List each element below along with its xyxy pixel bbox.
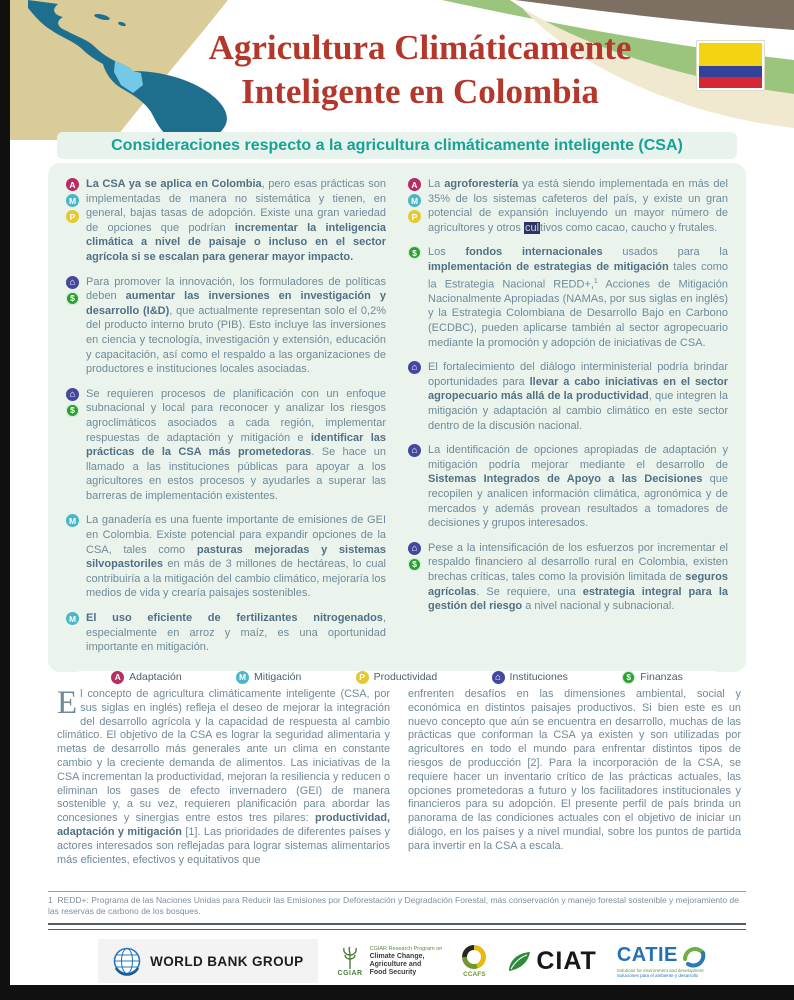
partner-logos (10, 938, 794, 984)
ccafs-ring-icon (462, 945, 486, 969)
csa-point (66, 275, 386, 377)
point-text: Los fondos internacionales usados para la implementación de estrategias de mitigación tales como la Estrategia Nacional REDD+,$^1$ Acciones de Mitigación Nacionalmente Apropiadas (NAMAs, por sus siglas en inglés) y la Estrategia Colombiana de Desarrollo Bajo en Carbono (ECDBC), pueden aplicarse también al sector agropecuario mediante la promoción y adopción de iniciativas de CSA. (428, 246, 729, 349)
scan-edge-bottom (0, 985, 794, 1000)
finance-icon: $ (408, 558, 421, 571)
point-text: Para promover la innovación, los formuladores de políticas deben aumentar las inversiones en investigación y desarrollo (I&D), que actualmente representan solo el 0,2% del producto interno bruto (PIB). Esto incluye las inversiones en ciencia y tecnología, investigación y extensión, educación y capacitación, así como el respaldo a las organizaciones de productores e instituciones locales asociadas. (86, 275, 386, 376)
program-line: Agriculture and (369, 961, 422, 968)
page-title (120, 26, 720, 114)
point-icons (66, 275, 80, 377)
mitigation-icon: M (236, 671, 249, 684)
institutions-icon: ⌂ (66, 276, 79, 289)
adaptation-icon: A (111, 671, 124, 684)
cgiar-ccafs-logo (338, 945, 443, 977)
legend-label: Mitigación (254, 671, 302, 684)
legend-label: Productividad (373, 671, 438, 684)
dropcap: E (57, 685, 78, 721)
legend-item-adaptacion (111, 671, 182, 684)
world-bank-globe-icon (112, 946, 142, 976)
world-bank-label: WORLD BANK GROUP (150, 953, 304, 969)
flag-red-stripe (699, 77, 762, 88)
considerations-box (48, 163, 746, 684)
point-text: La ganadería es una fuente importante de emisiones de GEI en Colombia. Existe potencial para expandir opciones de la CSA, tales como pasturas mejoradas y sistemas silvopastoriles en más de 3 millones de hectáreas, lo cual contribuiría a la mitigación del cambio climático, mejoraría los medios de vida y crearía paisajes sostenibles. (86, 514, 386, 600)
institutions-icon: ⌂ (408, 361, 421, 374)
adaptation-icon: A (66, 178, 79, 191)
point-text: Se requieren procesos de planificación con un enfoque subnacional y local para reconocer y analizar los riesgos agroclimáticos asociados a cada región, implementar respuestas de adaptación y mitigación e identificar las prácticas de la CSA más prometedoras. Se hace un llamado a las instituciones públicas para apoyar a los agricultores en estos procesos y ayudarles a superar las barreras de implementación existentes. (86, 387, 387, 502)
productivity-icon: P (66, 210, 79, 223)
ciat-leaf-icon (506, 948, 532, 974)
ccafs-logo (462, 945, 486, 978)
footnote (48, 891, 746, 917)
point-icons (66, 611, 80, 655)
section-header: Consideraciones respecto a la agricultura climáticamente inteligente (CSA) (57, 132, 737, 159)
institutions-icon: ⌂ (492, 671, 505, 684)
finance-icon: $ (66, 404, 79, 417)
point-icons (408, 245, 422, 350)
legend-item-mitigacion (236, 671, 301, 684)
institutions-icon: ⌂ (408, 542, 421, 555)
page-title-line1: Agricultura Climáticamente (208, 28, 632, 67)
csa-point (408, 541, 728, 614)
footnote-text: REDD+: Programa de las Naciones Unidas para Reducir las Emisiones por Deforestación y Degradación Forestal, más conservación y manejo forestal sostenible y mejoramiento de las reservas de carbono de los bosques. (48, 895, 739, 916)
legend-label: Finanzas (640, 671, 683, 684)
catie-logo (617, 944, 706, 979)
icon-legend (74, 671, 720, 684)
cgiar-tree-icon (339, 946, 361, 970)
csa-point (408, 177, 728, 235)
csa-point (66, 177, 386, 265)
program-top-line: CGIAR Research Program on (369, 946, 443, 952)
finance-icon: $ (66, 292, 79, 305)
productivity-icon: P (356, 671, 369, 684)
csa-point (408, 443, 728, 531)
ccafs-label: CCAFS (463, 970, 486, 978)
adaptation-icon: A (408, 178, 421, 191)
cgiar-label: CGIAR (337, 969, 363, 977)
intro-column-right (408, 688, 741, 867)
point-text: La CSA ya se aplica en Colombia, pero esas prácticas son implementadas de manera no sistemática y tienen, en general, bajas tasas de adopción. Existe una gran variedad de opciones que podrían incrementar la inteligencia climática a nivel de paisaje o incluso en el sector agrícola si se escalan para generar mayor impacto. (86, 178, 387, 263)
catie-tagline-en: Solutions for environment and development (616, 967, 704, 973)
mitigation-icon: M (66, 514, 79, 527)
csa-point (408, 245, 728, 350)
considerations-left-column (66, 177, 386, 665)
intro-paragraph: l concepto de agricultura climáticamente inteligente (CSA, por sus siglas en inglés) refleja el deseo de mejorar la integración del desarrollo agrícola y la capacidad de respuesta al cambio climático. El objetivo de la CSA es lograr la seguridad alimentaria y metas de desarrollo más generales ante un clima en constante cambio y la creciente demanda de alimentos. Las iniciativas de la CSA incrementan la productividad, mejoran la resiliencia y reducen o eliminan los gases de efecto invernadero (GEI) de manera sostenible y, a su vez, requieren planificación para abordar las concesiones y sinergias entre estos tres pilares: productividad, adaptación y mitigación [1]. Las prioridades de diferentes países y actores interesados son reflejadas para lograr sistemas alimentarios más eficientes, efectivos y equitativos que (57, 688, 390, 866)
scan-edge-left (0, 0, 10, 1000)
catie-label: CATIE (616, 944, 678, 966)
csa-point (66, 611, 386, 655)
point-text: El uso eficiente de fertilizantes nitrogenados, especialmente en arroz y maíz, es una oportunidad importante en mitigación. (86, 612, 386, 654)
csa-point (66, 513, 386, 601)
intro-column-left (57, 685, 390, 867)
flag-blue-stripe (699, 66, 762, 77)
point-text: El fortalecimiento del diálogo interministerial podría brindar oportunidades para llevar a cabo iniciativas en el sector agropecuario más allá de la productividad, que integren la mitigación y adaptación al cambio climático en este sector dentro de la discusión nacional. (428, 361, 728, 432)
ciat-label: CIAT (536, 946, 597, 975)
catie-tagline-es: Soluciones para el ambiente y desarrollo (616, 973, 699, 978)
mitigation-icon: M (66, 194, 79, 207)
point-text: Pese a la intensificación de los esfuerzos por incrementar el respaldo financiero al desarrollo rural en Colombia, existen brechas críticas, tales como la provisión limitada de seguros agrícolas. Se requiere, una estrategia integral para la gestión del riesgo a nivel nacional y subnacional. (428, 541, 728, 613)
point-icons (408, 177, 422, 235)
point-text: La identificación de opciones apropiadas de adaptación y mitigación podría mejorar mediante el desarrollo de Sistemas Integrados de Apoyo a las Decisiones que recopilen y analicen información climática, agronómica y de mercados y además provean resultados a tomadores de decisiones y grupos interesados. (428, 444, 728, 530)
colombia-flag (697, 41, 764, 90)
page-title-line2: Inteligente en Colombia (241, 72, 599, 111)
legend-item-productividad (356, 671, 438, 684)
finance-icon: $ (408, 246, 421, 259)
footnote-marker: 1 (48, 895, 53, 905)
csa-point (408, 360, 728, 433)
csa-point (66, 387, 386, 504)
legend-item-finanzas (622, 671, 683, 684)
institutions-icon: ⌂ (66, 388, 79, 401)
program-line: Climate Change, (369, 953, 425, 960)
point-icons (66, 177, 80, 265)
point-icons (408, 443, 422, 531)
bottom-rule (48, 923, 746, 930)
legend-label: Instituciones (509, 671, 568, 684)
institutions-icon: ⌂ (408, 444, 421, 457)
legend-item-instituciones (492, 671, 568, 684)
productivity-icon: P (408, 210, 421, 223)
point-icons (66, 513, 80, 601)
intro-text (57, 685, 741, 867)
ccafs-program-text (370, 945, 443, 977)
mitigation-icon: M (408, 194, 421, 207)
legend-label: Adaptación (129, 671, 182, 684)
point-icons (408, 360, 422, 433)
point-text: La agroforestería ya está siendo implementada en más del 35% de los sistemas cafeteros del país, y existe un gran potencial de expansión incluyendo un mayor número de agricultores y otros cultivos como cacao, caucho y frutales. (428, 178, 728, 234)
catie-swoosh-icon (682, 944, 706, 968)
mitigation-icon: M (66, 612, 79, 625)
flag-yellow-stripe (699, 43, 762, 66)
world-bank-logo (98, 939, 317, 983)
considerations-right-column (408, 177, 728, 665)
intro-paragraph: enfrenten desafíos en las dimensiones ambiental, social y económica en distintos paisajes productivos. Si bien este es un nuevo concepto que aún se encuentra en desarrollo, muchas de las prácticas que conforman la CSA ya existen y son utilizadas por agricultores en todo el mundo para enfrentar distintos tipos de riesgos de producción [2]. Para la incorporación de la CSA, se requiere hacer un inventario crítico de las prácticas actuales, las opciones prometedoras a futuro y los facilitadores institucionales y financieros para su adopción. El presente perfil de país brinda un panorama de las condiciones actuales con el objetivo de iniciar un diálogo, en los países y a nivel mundial, sobre los puntos de partida para invertir en la CSA a escala. (408, 688, 741, 852)
point-icons (66, 387, 80, 504)
point-icons (408, 541, 422, 614)
program-line: Food Security (369, 969, 417, 976)
ciat-logo (506, 947, 596, 976)
finance-icon: $ (622, 671, 635, 684)
